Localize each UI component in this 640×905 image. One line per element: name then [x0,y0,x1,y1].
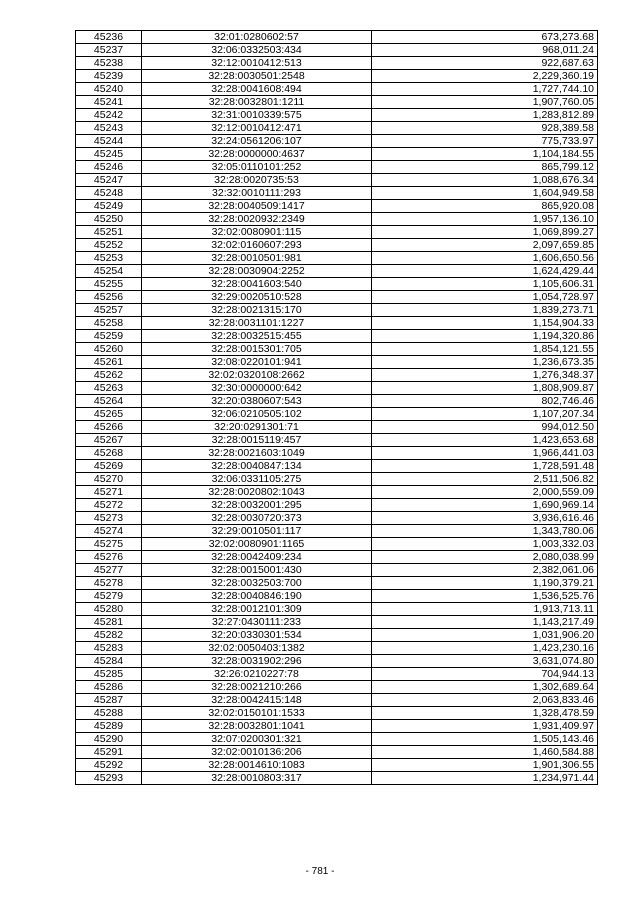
table-row [76,460,598,473]
cadastral-number-cell: 32:01:0280602:57 [142,31,372,44]
table-row [76,525,598,538]
amount-cell: 1,234,971.44 [372,772,598,785]
row-id-cell: 45241 [76,96,142,109]
row-id-cell: 45266 [76,421,142,434]
cadastral-number-cell: 32:02:0150101:1533 [142,707,372,720]
row-id-cell: 45264 [76,395,142,408]
amount-cell: 2,063,833.46 [372,694,598,707]
amount-cell: 1,604,949.58 [372,187,598,200]
cadastral-number-cell: 32:28:0020802:1043 [142,486,372,499]
row-id-cell: 45280 [76,603,142,616]
table-row [76,148,598,161]
amount-cell: 1,907,760.05 [372,96,598,109]
row-id-cell: 45263 [76,382,142,395]
amount-cell: 1,931,409.97 [372,720,598,733]
table-row [76,304,598,317]
amount-cell: 1,031,906.20 [372,629,598,642]
table-row [76,486,598,499]
cadastral-number-cell: 32:05:0110101:252 [142,161,372,174]
cadastral-number-cell: 32:28:0010803:317 [142,772,372,785]
cadastral-number-cell: 32:28:0042415:148 [142,694,372,707]
amount-cell: 1,536,525.76 [372,590,598,603]
table-row [76,720,598,733]
table-row [76,200,598,213]
row-id-cell: 45278 [76,577,142,590]
amount-cell: 1,854,121.55 [372,343,598,356]
amount-cell: 865,799.12 [372,161,598,174]
cadastral-number-cell: 32:29:0020510:528 [142,291,372,304]
row-id-cell: 45289 [76,720,142,733]
row-id-cell: 45246 [76,161,142,174]
row-id-cell: 45265 [76,408,142,421]
table-row [76,356,598,369]
row-id-cell: 45240 [76,83,142,96]
page-number: - 781 - [305,866,335,877]
table-row [76,252,598,265]
row-id-cell: 45276 [76,551,142,564]
cadastral-number-cell: 32:02:0050403:1382 [142,642,372,655]
row-id-cell: 45287 [76,694,142,707]
table-row [76,642,598,655]
row-id-cell: 45242 [76,109,142,122]
amount-cell: 1,423,230.16 [372,642,598,655]
cadastral-number-cell: 32:29:0010501:117 [142,525,372,538]
cadastral-number-cell: 32:20:0380607:543 [142,395,372,408]
registry-sheet [75,30,597,785]
cadastral-number-cell: 32:28:0032801:1041 [142,720,372,733]
amount-cell: 1,194,320.86 [372,330,598,343]
table-row [76,174,598,187]
table-row [76,512,598,525]
amount-cell: 1,003,332.03 [372,538,598,551]
cadastral-number-cell: 32:28:0020932:2349 [142,213,372,226]
cadastral-number-cell: 32:02:0160607:293 [142,239,372,252]
amount-cell: 1,104,184.55 [372,148,598,161]
cadastral-number-cell: 32:06:0331105:275 [142,473,372,486]
row-id-cell: 45248 [76,187,142,200]
row-id-cell: 45284 [76,655,142,668]
row-id-cell: 45260 [76,343,142,356]
table-row [76,369,598,382]
row-id-cell: 45256 [76,291,142,304]
row-id-cell: 45239 [76,70,142,83]
table-row [76,31,598,44]
row-id-cell: 45292 [76,759,142,772]
amount-cell: 1,069,899.27 [372,226,598,239]
amount-cell: 1,966,441.03 [372,447,598,460]
row-id-cell: 45283 [76,642,142,655]
table-row [76,616,598,629]
amount-cell: 2,080,038.99 [372,551,598,564]
cadastral-number-cell: 32:12:0010412:513 [142,57,372,70]
cadastral-number-cell: 32:28:0040509:1417 [142,200,372,213]
registry-table-body [76,31,598,785]
table-row [76,447,598,460]
amount-cell: 1,423,653.68 [372,434,598,447]
cadastral-number-cell: 32:28:0041603:540 [142,278,372,291]
table-row [76,564,598,577]
amount-cell: 922,687.63 [372,57,598,70]
amount-cell: 2,511,506.82 [372,473,598,486]
amount-cell: 3,631,074.80 [372,655,598,668]
cadastral-number-cell: 32:02:0080901:115 [142,226,372,239]
amount-cell: 1,276,348.37 [372,369,598,382]
table-row [76,135,598,148]
table-row [76,603,598,616]
cadastral-number-cell: 32:02:0010136:206 [142,746,372,759]
cadastral-number-cell: 32:06:0332503:434 [142,44,372,57]
amount-cell: 2,382,061.06 [372,564,598,577]
row-id-cell: 45244 [76,135,142,148]
amount-cell: 1,054,728.97 [372,291,598,304]
row-id-cell: 45273 [76,512,142,525]
table-row [76,83,598,96]
table-row [76,330,598,343]
row-id-cell: 45243 [76,122,142,135]
amount-cell: 1,236,673.35 [372,356,598,369]
table-row [76,707,598,720]
table-row [76,577,598,590]
amount-cell: 1,728,591.48 [372,460,598,473]
amount-cell: 1,460,584.88 [372,746,598,759]
row-id-cell: 45261 [76,356,142,369]
amount-cell: 1,105,606.31 [372,278,598,291]
cadastral-number-cell: 32:31:0010339:575 [142,109,372,122]
table-row [76,96,598,109]
amount-cell: 1,283,812.89 [372,109,598,122]
amount-cell: 3,936,616.46 [372,512,598,525]
row-id-cell: 45268 [76,447,142,460]
amount-cell: 2,000,559.09 [372,486,598,499]
cadastral-number-cell: 32:28:0021603:1049 [142,447,372,460]
amount-cell: 1,727,744.10 [372,83,598,96]
amount-cell: 2,229,360.19 [372,70,598,83]
cadastral-number-cell: 32:28:0032001:295 [142,499,372,512]
row-id-cell: 45277 [76,564,142,577]
row-id-cell: 45279 [76,590,142,603]
table-row [76,317,598,330]
cadastral-number-cell: 32:28:0021315:170 [142,304,372,317]
amount-cell: 968,011.24 [372,44,598,57]
table-row [76,343,598,356]
cadastral-number-cell: 32:24:0561206:107 [142,135,372,148]
amount-cell: 1,343,780.06 [372,525,598,538]
table-row [76,122,598,135]
row-id-cell: 45252 [76,239,142,252]
table-row [76,434,598,447]
row-id-cell: 45285 [76,668,142,681]
row-id-cell: 45250 [76,213,142,226]
table-row [76,473,598,486]
table-row [76,538,598,551]
table-row [76,213,598,226]
cadastral-number-cell: 32:28:0040847:134 [142,460,372,473]
table-row [76,421,598,434]
amount-cell: 1,808,909.87 [372,382,598,395]
table-row [76,187,598,200]
row-id-cell: 45255 [76,278,142,291]
row-id-cell: 45236 [76,31,142,44]
amount-cell: 1,143,217.49 [372,616,598,629]
amount-cell: 2,097,659.85 [372,239,598,252]
cadastral-number-cell: 32:28:0042409:234 [142,551,372,564]
amount-cell: 865,920.08 [372,200,598,213]
amount-cell: 928,389.58 [372,122,598,135]
amount-cell: 802,746.46 [372,395,598,408]
table-row [76,278,598,291]
table-row [76,239,598,252]
table-row [76,629,598,642]
cadastral-number-cell: 32:28:0012101:309 [142,603,372,616]
cadastral-number-cell: 32:28:0032503:700 [142,577,372,590]
amount-cell: 1,839,273.71 [372,304,598,317]
amount-cell: 704,944.13 [372,668,598,681]
cadastral-number-cell: 32:28:0030904:2252 [142,265,372,278]
registry-table [75,30,598,785]
table-row [76,551,598,564]
table-row [76,681,598,694]
amount-cell: 1,328,478.59 [372,707,598,720]
amount-cell: 1,624,429.44 [372,265,598,278]
row-id-cell: 45258 [76,317,142,330]
amount-cell: 1,190,379.21 [372,577,598,590]
cadastral-number-cell: 32:28:0032801:1211 [142,96,372,109]
amount-cell: 1,690,969.14 [372,499,598,512]
cadastral-number-cell: 32:28:0010501:981 [142,252,372,265]
cadastral-number-cell: 32:07:0200301:321 [142,733,372,746]
row-id-cell: 45245 [76,148,142,161]
row-id-cell: 45281 [76,616,142,629]
cadastral-number-cell: 32:28:0030720:373 [142,512,372,525]
cadastral-number-cell: 32:28:0021210:266 [142,681,372,694]
row-id-cell: 45257 [76,304,142,317]
amount-cell: 1,154,904.33 [372,317,598,330]
cadastral-number-cell: 32:28:0014610:1083 [142,759,372,772]
row-id-cell: 45262 [76,369,142,382]
amount-cell: 1,901,306.55 [372,759,598,772]
cadastral-number-cell: 32:02:0080901:1165 [142,538,372,551]
row-id-cell: 45288 [76,707,142,720]
amount-cell: 775,733.97 [372,135,598,148]
row-id-cell: 45253 [76,252,142,265]
table-row [76,590,598,603]
table-row [76,746,598,759]
row-id-cell: 45269 [76,460,142,473]
cadastral-number-cell: 32:26:0210227:78 [142,668,372,681]
cadastral-number-cell: 32:28:0032515:455 [142,330,372,343]
table-row [76,655,598,668]
cadastral-number-cell: 32:08:0220101:941 [142,356,372,369]
row-id-cell: 45293 [76,772,142,785]
amount-cell: 1,505,143.46 [372,733,598,746]
cadastral-number-cell: 32:20:0291301:71 [142,421,372,434]
row-id-cell: 45249 [76,200,142,213]
cadastral-number-cell: 32:28:0015001:430 [142,564,372,577]
table-row [76,382,598,395]
row-id-cell: 45272 [76,499,142,512]
cadastral-number-cell: 32:28:0020735:53 [142,174,372,187]
table-row [76,408,598,421]
table-row [76,759,598,772]
table-row [76,226,598,239]
table-row [76,694,598,707]
amount-cell: 1,107,207.34 [372,408,598,421]
row-id-cell: 45254 [76,265,142,278]
row-id-cell: 45267 [76,434,142,447]
cadastral-number-cell: 32:30:0000000:642 [142,382,372,395]
table-row [76,44,598,57]
cadastral-number-cell: 32:02:0320108:2662 [142,369,372,382]
table-row [76,161,598,174]
table-row [76,668,598,681]
amount-cell: 1,088,676.34 [372,174,598,187]
cadastral-number-cell: 32:32:0010111:293 [142,187,372,200]
cadastral-number-cell: 32:27:0430111:233 [142,616,372,629]
row-id-cell: 45270 [76,473,142,486]
table-row [76,499,598,512]
amount-cell: 1,913,713.11 [372,603,598,616]
row-id-cell: 45291 [76,746,142,759]
row-id-cell: 45259 [76,330,142,343]
table-row [76,109,598,122]
row-id-cell: 45286 [76,681,142,694]
table-row [76,772,598,785]
cadastral-number-cell: 32:28:0030501:2548 [142,70,372,83]
row-id-cell: 45290 [76,733,142,746]
table-row [76,291,598,304]
row-id-cell: 45282 [76,629,142,642]
cadastral-number-cell: 32:28:0041608:494 [142,83,372,96]
table-row [76,395,598,408]
row-id-cell: 45274 [76,525,142,538]
cadastral-number-cell: 32:28:0040846:190 [142,590,372,603]
row-id-cell: 45238 [76,57,142,70]
table-row [76,733,598,746]
row-id-cell: 45275 [76,538,142,551]
cadastral-number-cell: 32:06:0210505:102 [142,408,372,421]
cadastral-number-cell: 32:28:0015301:705 [142,343,372,356]
table-row [76,57,598,70]
table-row [76,70,598,83]
table-row [76,265,598,278]
row-id-cell: 45251 [76,226,142,239]
cadastral-number-cell: 32:28:0000000:4637 [142,148,372,161]
row-id-cell: 45271 [76,486,142,499]
amount-cell: 1,302,689.64 [372,681,598,694]
amount-cell: 673,273.68 [372,31,598,44]
cadastral-number-cell: 32:28:0031101:1227 [142,317,372,330]
amount-cell: 1,957,136.10 [372,213,598,226]
cadastral-number-cell: 32:20:0330301:534 [142,629,372,642]
cadastral-number-cell: 32:28:0031902:296 [142,655,372,668]
row-id-cell: 45237 [76,44,142,57]
cadastral-number-cell: 32:28:0015119:457 [142,434,372,447]
amount-cell: 1,606,650.56 [372,252,598,265]
cadastral-number-cell: 32:12:0010412:471 [142,122,372,135]
row-id-cell: 45247 [76,174,142,187]
amount-cell: 994,012.50 [372,421,598,434]
